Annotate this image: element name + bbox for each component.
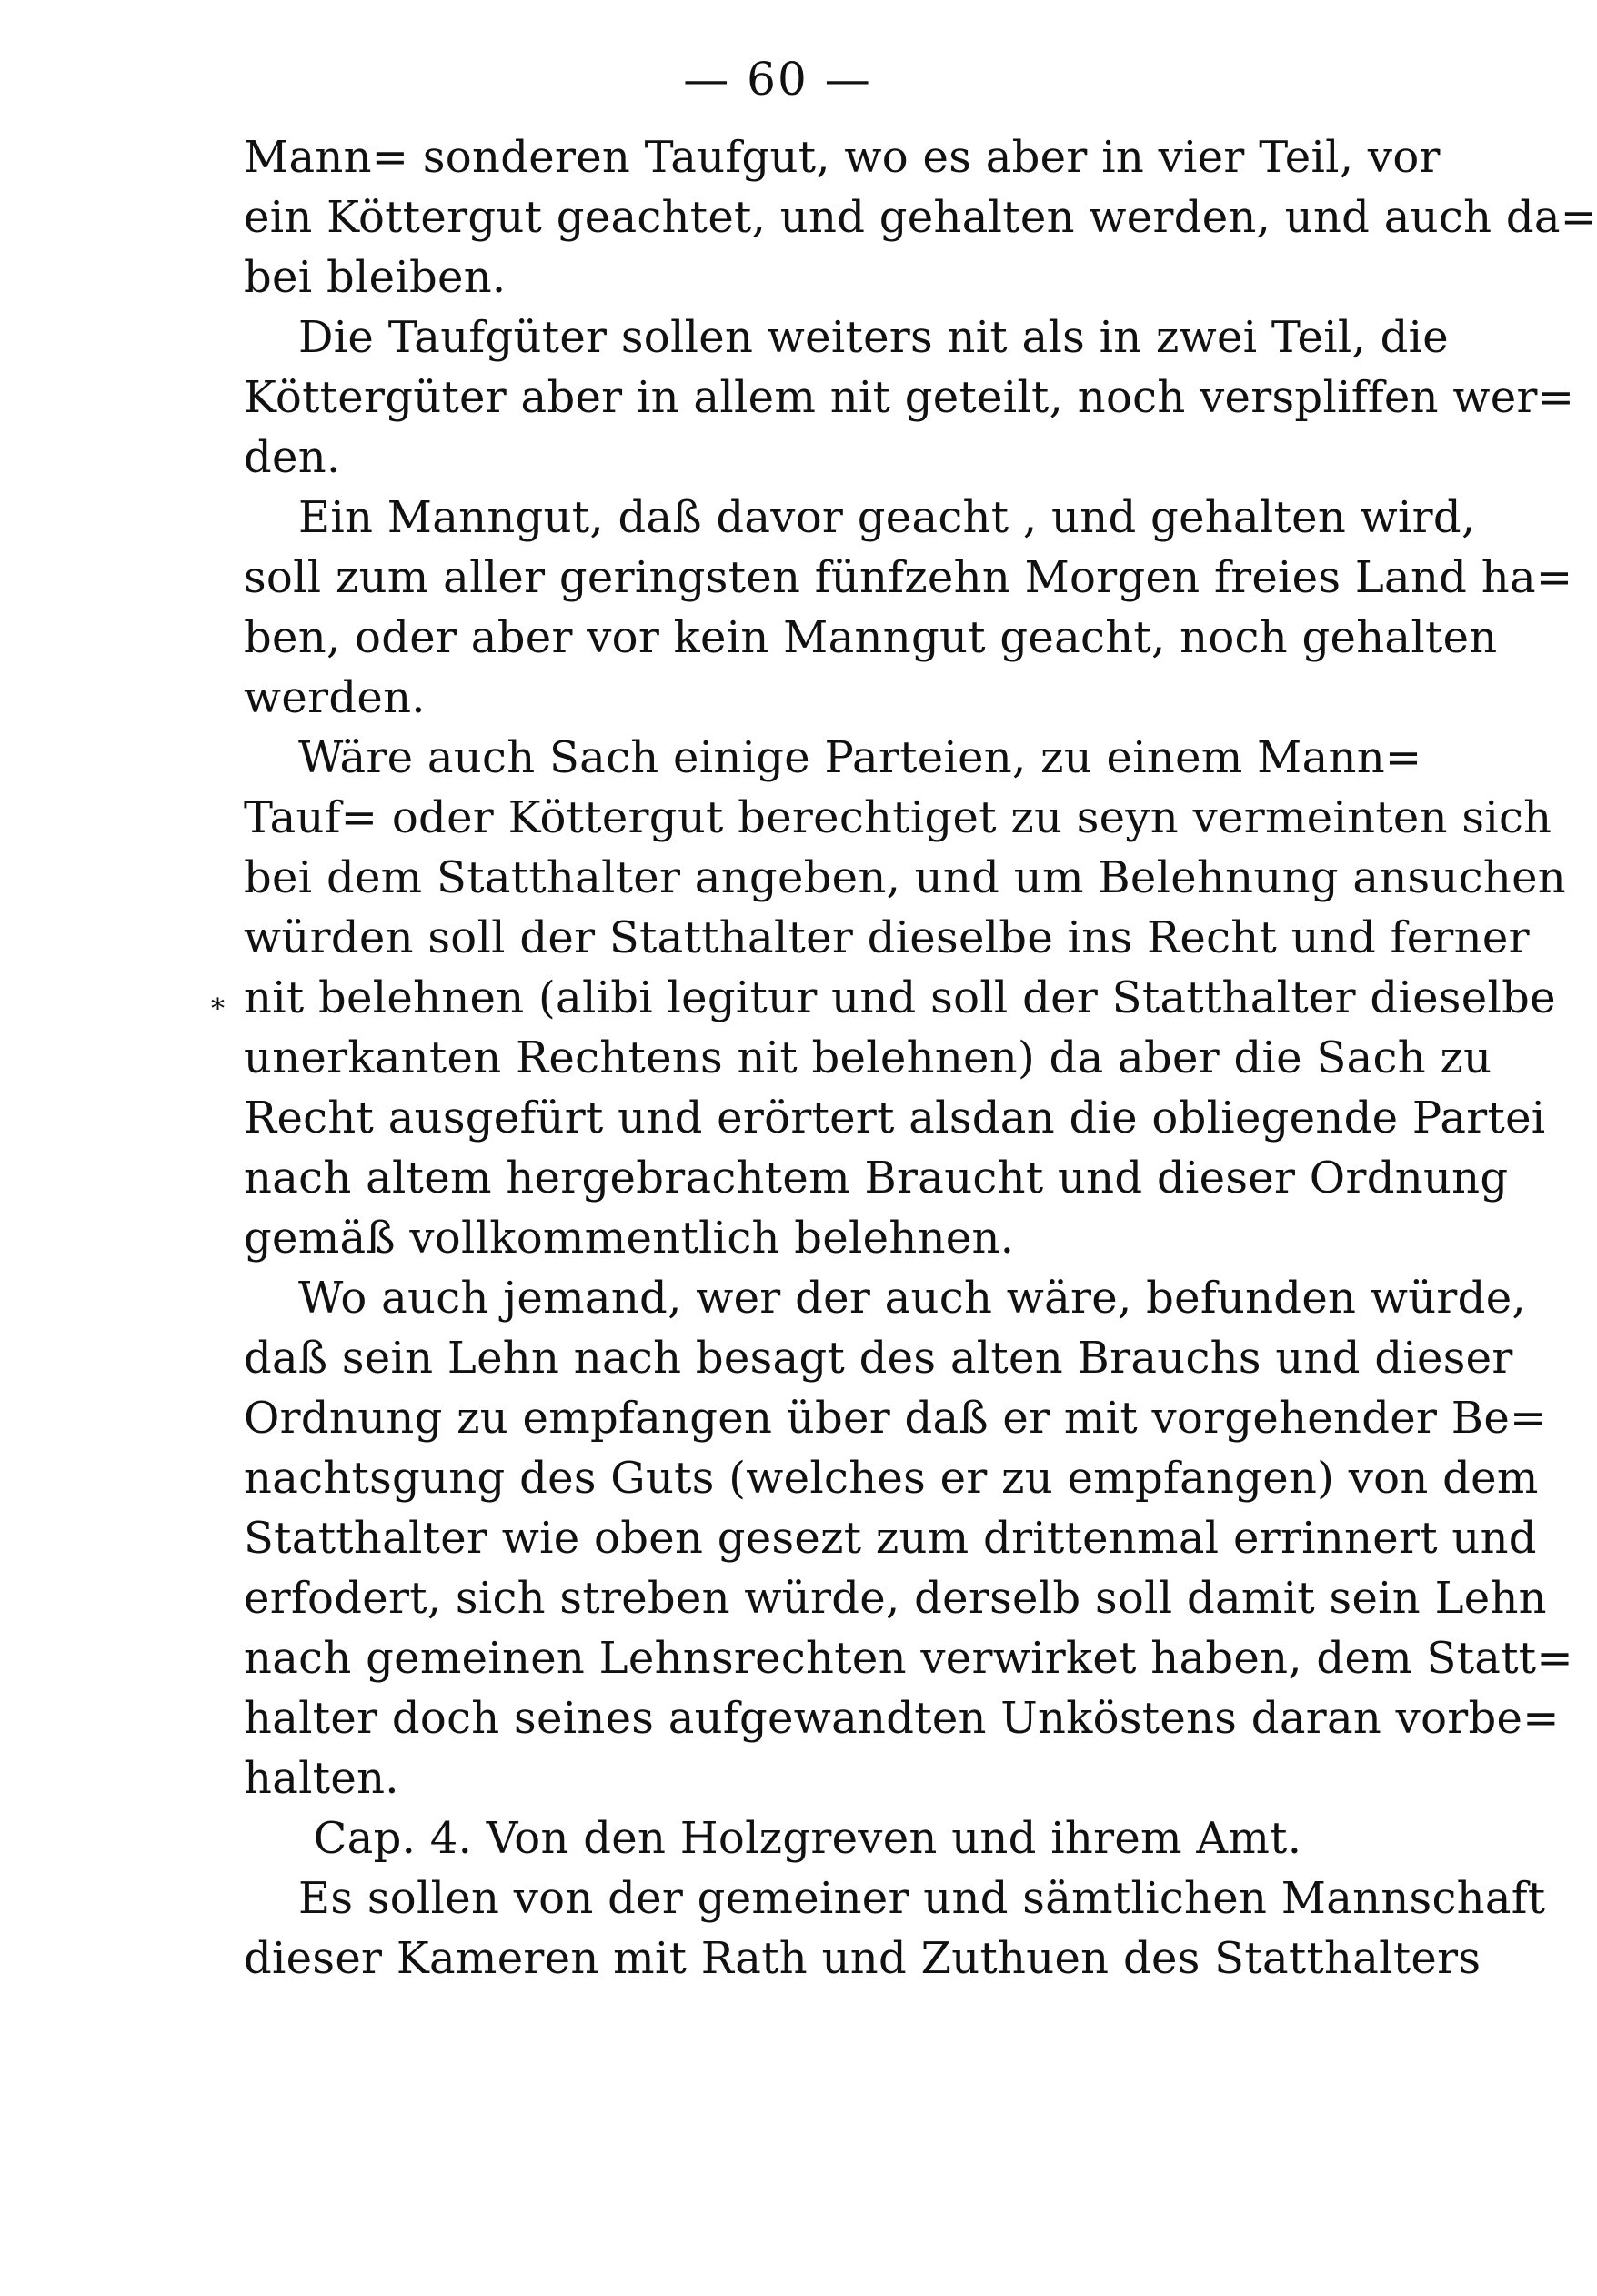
body-text xyxy=(244,127,1597,1989)
text-line: daß sein Lehn nach besagt des alten Brauchs und dieser xyxy=(244,1333,1513,1384)
text-line: nit belehnen (alibi legitur und soll der Statthalter dieselbe xyxy=(244,972,1556,1023)
text-line: soll zum aller geringsten fünfzehn Morgen freies Land ha= xyxy=(244,552,1573,603)
text-line: den. xyxy=(244,432,341,483)
text-line: ben, oder aber vor kein Manngut geacht, noch gehalten xyxy=(244,612,1498,663)
text-line: Die Taufgüter sollen weiters nit als in zwei Teil, die xyxy=(298,312,1449,363)
text-line: gemäß vollkommentlich belehnen. xyxy=(244,1213,1015,1264)
text-line: Ein Manngut, daß davor geacht , und gehalten wird, xyxy=(298,492,1476,543)
text-line: Wäre auch Sach einige Parteien, zu einem Mann= xyxy=(298,732,1422,783)
text-line: nach altem hergebrachtem Braucht und dieser Ordnung xyxy=(244,1153,1509,1203)
text-line: halten. xyxy=(244,1753,399,1804)
text-line: halter doch seines aufgewandten Unköstens daran vorbe= xyxy=(244,1693,1560,1744)
text-line: werden. xyxy=(244,672,426,723)
text-line: nachtsgung des Guts (welches er zu empfangen) von dem xyxy=(244,1453,1539,1504)
text-line: Tauf= oder Köttergut berechtiget zu seyn vermeinten sich xyxy=(244,792,1552,843)
text-line: bei bleiben. xyxy=(244,252,507,303)
margin-mark: ⁎ xyxy=(211,984,225,1016)
text-line: Statthalter wie oben gesezt zum drittenmal errinnert und xyxy=(244,1513,1537,1564)
text-line: würden soll der Statthalter dieselbe ins Recht und ferner xyxy=(244,912,1530,963)
text-line: Recht ausgefürt und erörtert alsdan die obliegende Partei xyxy=(244,1093,1546,1143)
page-number: — 60 — xyxy=(683,53,872,106)
text-line: ein Köttergut geachtet, und gehalten werden, und auch da= xyxy=(244,192,1597,243)
text-line: bei dem Statthalter angeben, und um Belehnung ansuchen xyxy=(244,852,1566,903)
text-line: erfodert, sich streben würde, derselb soll damit sein Lehn xyxy=(244,1573,1547,1624)
chapter-heading: Cap. 4. Von den Holzgreven und ihrem Amt. xyxy=(313,1813,1302,1864)
text-line: nach gemeinen Lehnsrechten verwirket haben, dem Statt= xyxy=(244,1633,1573,1684)
text-line: unerkanten Rechtens nit belehnen) da aber die Sach zu xyxy=(244,1032,1492,1083)
text-line: dieser Kameren mit Rath und Zuthuen des Statthalters xyxy=(244,1933,1481,1984)
text-line: Ordnung zu empfangen über daß er mit vorgehender Be= xyxy=(244,1393,1547,1444)
text-line: Wo auch jemand, wer der auch wäre, befunden würde, xyxy=(298,1273,1526,1324)
text-line: Mann= sonderen Taufgut, wo es aber in vier Teil, vor xyxy=(244,132,1441,183)
text-line: Köttergüter aber in allem nit geteilt, noch verspliffen wer= xyxy=(244,372,1575,423)
text-line: Es sollen von der gemeiner und sämtlichen Mannschaft xyxy=(298,1873,1546,1924)
